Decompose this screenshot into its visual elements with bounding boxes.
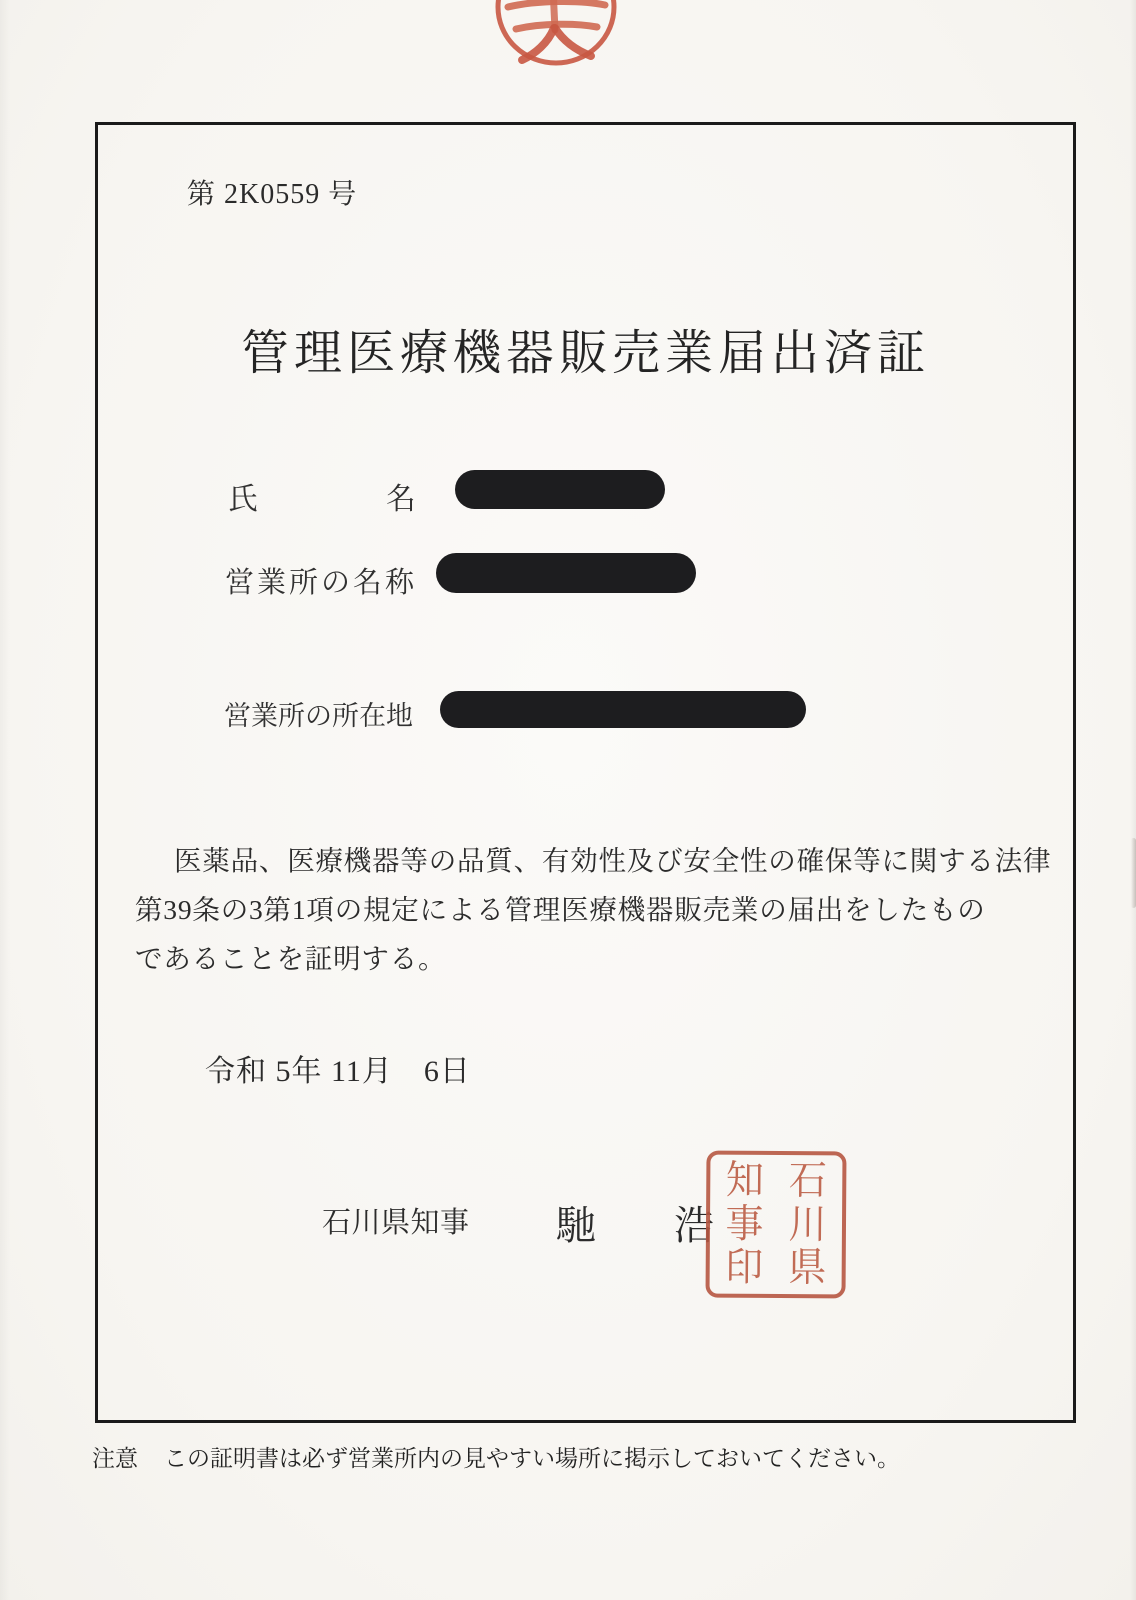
caution-note	[92, 1440, 900, 1473]
seal-char: 事	[725, 1202, 764, 1247]
certificate-title: 管理医療機器販売業届出済証	[240, 327, 930, 380]
issue-date: 令和 5年 11月 6日	[205, 1055, 471, 1088]
issuer-given-name: 浩	[674, 1203, 714, 1248]
caution-note-label: 注意	[92, 1446, 138, 1471]
name-label-left: 氏	[228, 483, 258, 516]
seal-char: 知	[725, 1158, 764, 1203]
issuer-title: 石川県知事	[322, 1207, 470, 1239]
office-address-field-label: 営業所の所在地	[224, 701, 413, 731]
scan-artifact	[1131, 838, 1136, 908]
seal-char: 県	[788, 1246, 827, 1291]
statement-line-2: 第39条の3第1項の規定による管理医療機器販売業の届出をしたもの	[135, 894, 986, 925]
certificate-number: 第 2K0559 号	[187, 179, 358, 210]
certification-statement	[135, 836, 1052, 983]
name-label-right: 名	[386, 483, 416, 516]
redacted-name-bar	[455, 470, 665, 509]
top-oval-stamp-icon	[492, 0, 620, 68]
statement-line-3: であることを証明する。	[135, 943, 447, 974]
redacted-office-name-bar	[436, 553, 696, 593]
seal-char: 石	[788, 1158, 827, 1204]
seal-char: 川	[788, 1202, 827, 1247]
caution-note-text: この証明書は必ず営業所内の見やすい場所に掲示しておいてください。	[164, 1446, 900, 1471]
office-name-field-label: 営業所の名称	[225, 567, 418, 599]
seal-char: 印	[725, 1245, 764, 1291]
redacted-office-address-bar	[440, 691, 806, 728]
issuer-family-name: 馳	[556, 1203, 596, 1248]
statement-line-1: 医薬品、医療機器等の品質、有効性及び安全性の確保等に関する法律	[174, 845, 1052, 876]
name-field-label	[228, 474, 416, 518]
governor-seal-stamp	[705, 1151, 846, 1299]
